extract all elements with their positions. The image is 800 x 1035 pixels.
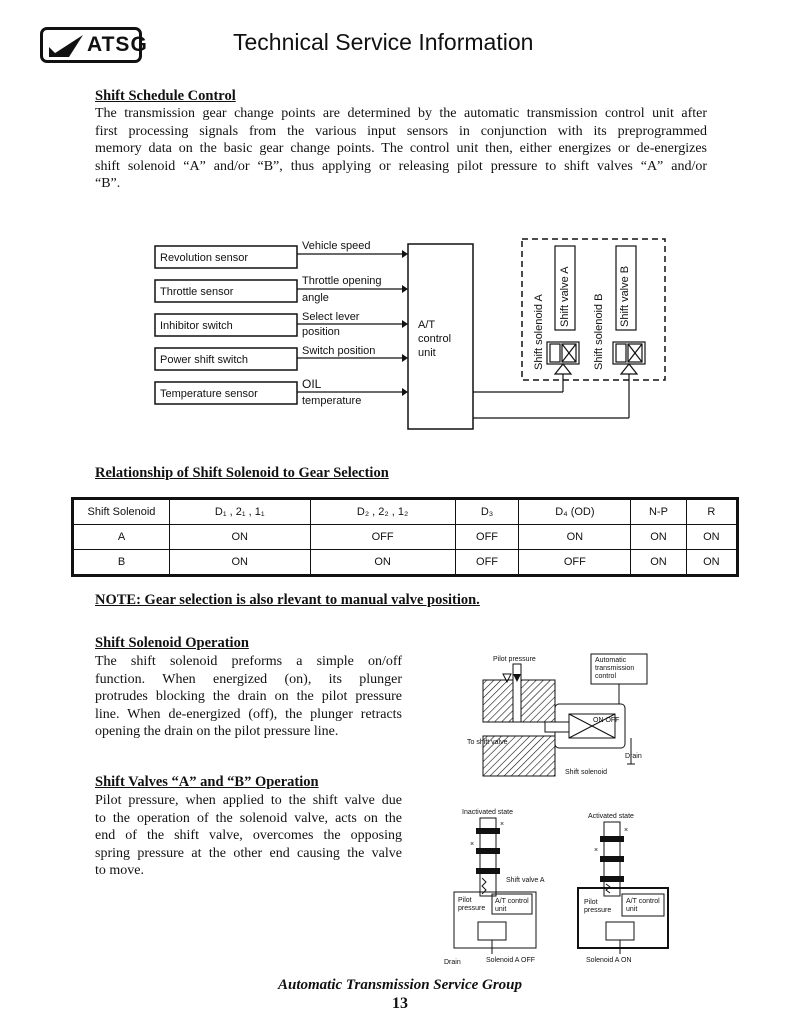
table-cell: OFF [310, 525, 455, 550]
svg-text:Throttle sensor: Throttle sensor [160, 286, 234, 298]
signal-throttle-opening: Throttle opening [302, 275, 382, 287]
svg-text:Solenoid A ON: Solenoid A ON [586, 957, 632, 964]
solenoid-operation-line: protrudes blocking the drain on the pilot pressure [95, 689, 402, 704]
shift-schedule-line: “B”. [95, 176, 121, 191]
atcu-box [591, 654, 647, 684]
svg-text:Activated state: Activated state [588, 813, 634, 820]
signal-vehicle-speed: Vehicle speed [302, 240, 371, 252]
activated-state-diagram [578, 813, 668, 964]
shift-schedule-line: first processing signals from the various input sensors in conjunction with its preprogrammed [95, 123, 707, 139]
shift-solenoid-label: Shift solenoid [565, 769, 608, 776]
table-header-cell: N-P [631, 499, 686, 525]
table-header-cell: D₄ (OD) [519, 499, 631, 525]
shift-valves-line: Pilot pressure, when applied to the shift valve due [95, 793, 402, 808]
shift-schedule-line: shift solenoid “A” and/or “B”, thus applying or releasing pilot pressure to shift valves “A” and/or [95, 158, 707, 174]
signal-position: position [302, 326, 340, 338]
sensor-box-revolution [155, 246, 297, 268]
table-cell: ON [686, 550, 737, 576]
atsg-logo [40, 27, 148, 63]
sensor-box-power-shift [155, 348, 297, 370]
pilot-pressure-label: Pilot pressure [493, 656, 536, 663]
shift-schedule-heading: Shift Schedule Control [95, 88, 236, 104]
table-cell: ON [170, 525, 311, 550]
shift-solenoid-gear-table [71, 497, 739, 577]
svg-text:A/T: A/T [418, 319, 436, 331]
table-row [73, 525, 738, 550]
shift-schedule-line: memory data on the basic gear change points. The control unit then, either energizes or de-energizes [95, 141, 707, 156]
at-control-unit [408, 244, 473, 429]
svg-text:control: control [418, 333, 452, 345]
note-text: NOTE: Gear selection is also rlevant to manual valve position. [95, 592, 480, 608]
table-header-cell: D₁ , 2₁ , 1₁ [170, 499, 311, 525]
svg-text:Inactivated state: Inactivated state [462, 809, 513, 816]
svg-text:×: × [470, 841, 475, 848]
shift-valves-paragraph [95, 792, 402, 880]
solenoid-operation-line: The shift solenoid preforms a simple on/off [95, 654, 402, 669]
shift-valve-states-figure [440, 806, 672, 966]
svg-text:Automatic: Automatic [595, 657, 627, 664]
valve-a-label: Shift valve A [559, 266, 571, 327]
shift-valves-line: to move. [95, 863, 144, 878]
table-cell: ON [631, 550, 686, 576]
table-header-cell: Shift Solenoid [73, 499, 170, 525]
drain-label: Drain [625, 753, 642, 760]
shift-valves-line: to the operation of the solenoid valve, acts on the [95, 810, 402, 826]
solenoid-b-symbol [613, 342, 645, 364]
on-off-label: ON OFF [593, 717, 620, 724]
svg-text:pressure: pressure [584, 907, 612, 914]
svg-text:Power shift switch: Power shift switch [160, 354, 249, 366]
shift-valves-line: spring pressure at the other end causing the valve [95, 845, 402, 861]
solenoid-a-symbol [547, 342, 579, 364]
signal-switch-position: Switch position [302, 345, 376, 357]
svg-text:A/T control: A/T control [626, 898, 660, 905]
table-cell: A [73, 525, 170, 550]
table-cell: OFF [455, 550, 519, 576]
svg-text:Temperature sensor: Temperature sensor [160, 388, 258, 400]
svg-text:×: × [624, 827, 629, 834]
svg-text:Drain: Drain [444, 959, 461, 966]
svg-text:transmission: transmission [595, 665, 635, 672]
page-number: 13 [392, 995, 408, 1012]
signal-oil: OIL [302, 377, 322, 391]
logo-check-icon [47, 33, 85, 59]
svg-text:A/T control: A/T control [495, 898, 529, 905]
svg-text:Shift valve A: Shift valve A [506, 877, 545, 884]
solenoid-operation-line: opening the drain on the pilot pressure line. [95, 724, 339, 739]
table-cell: B [73, 550, 170, 576]
table-header-row [73, 499, 738, 525]
svg-text:unit: unit [626, 906, 638, 913]
valve-b-label: Shift valve B [619, 265, 631, 327]
page-title: Technical Service Information [233, 29, 534, 55]
table-cell: ON [631, 525, 686, 550]
table-cell: OFF [519, 550, 631, 576]
shift-solenoid-figure [465, 652, 670, 780]
to-shift-valve-label: To shift valve [467, 739, 508, 746]
table-header-cell: R [686, 499, 737, 525]
svg-text:Inhibitor switch: Inhibitor switch [160, 320, 233, 332]
table-cell: ON [170, 550, 311, 576]
svg-text:Solenoid A OFF: Solenoid A OFF [486, 957, 536, 964]
sensor-box-temperature [155, 382, 297, 404]
table-cell: ON [519, 525, 631, 550]
control-block-diagram [150, 232, 670, 432]
table-header-cell: D₃ [455, 499, 519, 525]
shift-valves-heading: Shift Valves “A” and “B” Operation [95, 774, 319, 790]
solenoid-operation-paragraph [95, 653, 402, 741]
svg-text:×: × [594, 847, 599, 854]
svg-text:Pilot: Pilot [458, 897, 472, 904]
shift-schedule-line: The transmission gear change points are determined by the automatic transmission control unit after [95, 106, 707, 121]
table-cell: ON [686, 525, 737, 550]
logo-text: ATSG [87, 33, 148, 56]
inactivated-state-diagram [444, 809, 545, 966]
solenoid-operation-heading: Shift Solenoid Operation [95, 635, 249, 651]
svg-text:control: control [595, 673, 617, 680]
sensor-box-inhibitor [155, 314, 297, 336]
solenoid-a-label: Shift solenoid A [533, 294, 545, 370]
svg-text:Revolution sensor: Revolution sensor [160, 252, 249, 264]
table-header-cell: D₂ , 2₂ , 1₂ [310, 499, 455, 525]
svg-text:Pilot: Pilot [584, 899, 598, 906]
signal-angle: angle [302, 292, 329, 304]
gear-table-heading: Relationship of Shift Solenoid to Gear Selection [95, 465, 389, 481]
svg-text:×: × [500, 821, 505, 828]
svg-text:unit: unit [418, 347, 436, 359]
footer-group-name: Automatic Transmission Service Group [277, 977, 523, 993]
table-row [73, 550, 738, 576]
table-cell: ON [310, 550, 455, 576]
solenoid-b-label: Shift solenoid B [593, 293, 605, 370]
sensor-box-throttle [155, 280, 297, 302]
shift-schedule-paragraph [95, 105, 707, 193]
signal-temperature: temperature [302, 395, 362, 407]
table-cell: OFF [455, 525, 519, 550]
shift-valves-line: end of the shift valve, overcomes the opposing [95, 828, 402, 843]
solenoid-operation-line: line. When de-energized (off), the plunger retracts [95, 706, 402, 722]
svg-text:unit: unit [495, 906, 507, 913]
solenoid-operation-line: function. When energized (on), its plunger [95, 671, 402, 687]
svg-text:pressure: pressure [458, 905, 486, 912]
signal-select-lever: Select lever [302, 311, 360, 323]
